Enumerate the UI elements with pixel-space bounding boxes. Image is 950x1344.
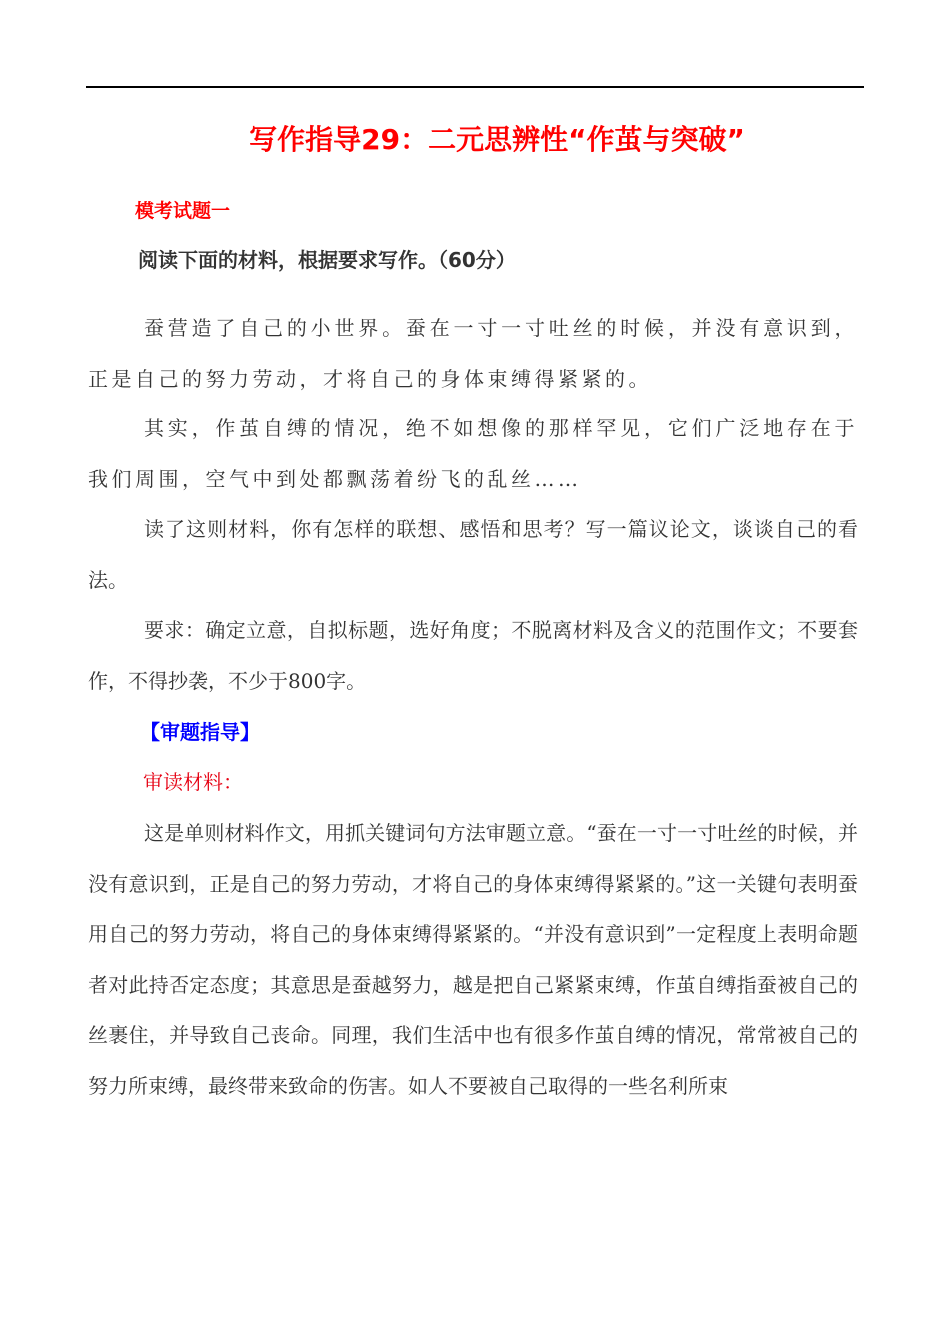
material-paragraph: 蚕营造了自己的小世界。蚕在一寸一寸吐丝的时候，并没有意识到，正是自己的努力劳动，才将自己的身体束缚得紧紧的。	[88, 316, 858, 391]
task-paragraph: 读了这则材料，你有怎样的联想、感悟和思考？写一篇议论文，谈谈自己的看法。	[88, 517, 858, 592]
analysis-paragraph: 这是单则材料作文，用抓关键词句方法审题立意。“蚕在一寸一寸吐丝的时候，并没有意识到，正是自己的努力劳动，才将自己的身体束缚得紧紧的。”这一关键句表明蚕用自己的努力劳动，将自己的身体束缚得紧紧的。“并没有意识到”一定程度上表明命题者对此持否定态度；其意思是蚕越努力，越是把自己紧紧束缚，作茧自缚指蚕被自己的丝裹住，并导致自己丧命。同理，我们生活中也有很多作茧自缚的情况，常常被自己的努力所束缚，最终带来致命的伤害。如人不要被自己取得的一些名利所束	[88, 821, 858, 1098]
analysis-subheading: 审读材料：	[143, 770, 243, 794]
requirements-paragraph: 要求：确定立意，自拟标题，选好角度；不脱离材料及含义的范围作文；不要套作，不得抄袭，不少于800字。	[88, 618, 858, 693]
exam-heading: 模考试题一	[135, 200, 231, 222]
material-paragraph: 其实，作茧自缚的情况，绝不如想像的那样罕见，它们广泛地存在于我们周围，空气中到处都飘荡着纷飞的乱丝……	[88, 416, 858, 491]
header-rule	[86, 86, 864, 88]
analysis-heading: 【审题指导】	[140, 720, 260, 744]
writing-prompt: 阅读下面的材料，根据要求写作。（60分）	[138, 248, 516, 272]
document-title: 写作指导29：二元思辨性“作茧与突破”	[249, 123, 745, 156]
